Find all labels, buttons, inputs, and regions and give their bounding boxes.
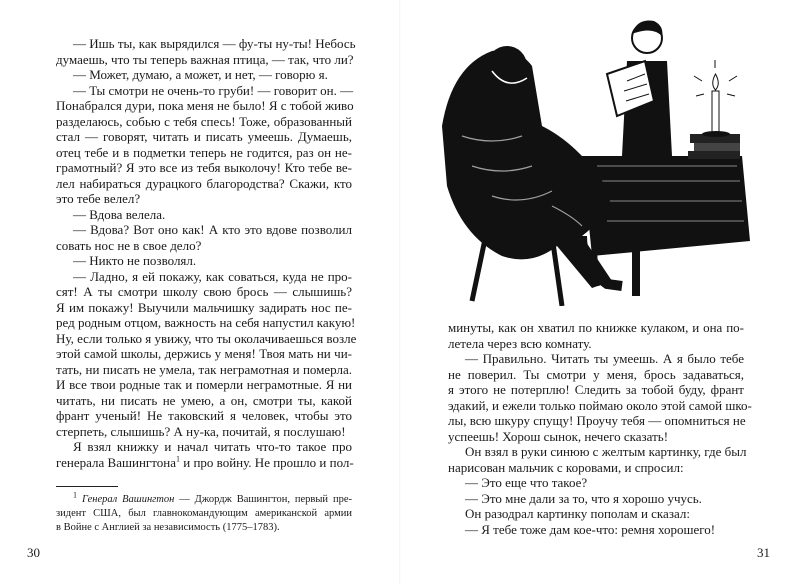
text-line: тать, ни писать не умела, так неграмотная и померла. xyxy=(56,361,352,377)
text-line: минуты, как он хватил по книжке кулаком, и она по- xyxy=(448,320,744,335)
text-line: лы, всю шкуру спущу! Проучу тебя — опомниться не xyxy=(448,413,746,428)
text-fragment: и про войну. Не прошло и пол- xyxy=(183,454,354,470)
books-stack xyxy=(688,134,740,159)
text-line: — Вдова велела. xyxy=(73,206,166,222)
text-line: нарисован мальчик с коровами, и спросил: xyxy=(448,459,684,475)
illustration-father-and-son xyxy=(432,6,752,306)
text-line: грамотный? Я это все из тебя выколочу! Кто тебе ве- xyxy=(56,160,352,175)
text-line: совать нос не в свое дело? xyxy=(56,237,202,253)
text-line: стал — говорят, читать и писать умеешь. Думаешь, xyxy=(56,129,352,144)
footnote-line xyxy=(56,490,352,507)
text-line: Понабрался дури, пока меня не было! Я с тобой живо xyxy=(56,98,354,113)
text-line: — Вдова? Вот оно как! А кто это вдове позволил xyxy=(73,222,352,237)
text-line: — Ладно, я ей покажу, как соваться, куда не про- xyxy=(73,268,352,284)
text-line: — Это еще что такое? xyxy=(465,475,588,490)
text-line: Он взял в руки синюю с желтым картинку, где был xyxy=(465,444,747,459)
text-line: — Ишь ты, как вырядился — фу-ты ну-ты! Небось xyxy=(73,36,356,51)
text-line: франт ученый! Не таковский я человек, чтобы это xyxy=(56,408,352,423)
footnote-line: в Войне с Англией за независимость (1775–1783). xyxy=(56,522,280,533)
boy-figure xyxy=(607,21,672,156)
text-line: я этого не потерплю! Следить за тобой буду, франт xyxy=(448,382,744,397)
text-line: — Это мне дали за то, что я хорошо учусь. xyxy=(465,490,702,506)
text-line: это тебе велел? xyxy=(56,191,141,206)
text-line: лел набираться дурацкого благородства? Скажи, кто xyxy=(56,175,352,191)
text-line: летела через всю комнату. xyxy=(448,335,592,351)
text-line: — Ты смотри не очень-то груби! — говорит он. — xyxy=(73,82,354,98)
text-line: стерпеть, слышишь? А ну-ка, почитай, я послушаю! xyxy=(56,423,346,439)
footnote-reference[interactable]: 1 xyxy=(175,454,180,464)
text-line: сят! А ты смотри школу свою брось — слышишь? xyxy=(56,284,352,299)
text-line: ред родным отцом, важность на себя напустил какую! xyxy=(56,315,356,330)
candle xyxy=(694,60,737,137)
footnote-marker: 1 xyxy=(73,490,77,500)
text-line: — Я тебе тоже дам кое-что: ремня хорошего! xyxy=(465,521,716,537)
text-line: не поверил. Ты смотри у меня, брось задаваться, xyxy=(448,366,744,382)
text-line: — Правильно. Читать ты умеешь. А я было тебе xyxy=(465,351,744,366)
text-line: — Может, думаю, а может, и нет, — говорю я. xyxy=(73,67,328,82)
text-line: — Никто не позволял. xyxy=(73,253,197,268)
text-line: успеешь! Хорош сынок, нечего сказать! xyxy=(448,428,669,444)
footnote-separator xyxy=(56,486,118,487)
text-line: Я взял книжку и начал читать что-то такое про xyxy=(73,439,352,454)
text-line: думаешь, что ты теперь важная птица, — так, что ли? xyxy=(56,51,354,67)
text-line: эдакий, и ежели только поймаю около этой самой шко- xyxy=(448,397,752,413)
text-line: И все твои родные так и померли неграмотные. Я ни xyxy=(56,377,352,392)
footnote-line: зидент США, был главнокомандующим американской армии xyxy=(56,508,352,519)
footnote-term: Генерал Вашингтон xyxy=(81,494,175,505)
left-page-text xyxy=(56,36,357,470)
footnote-text: — Джордж Вашингтон, первый пре- xyxy=(174,494,352,505)
text-line: разделаюсь, собью с тебя спесь! Тоже, образованный xyxy=(56,113,352,129)
text-line: Я им покажу! Выучили мальчишку задирать нос пе- xyxy=(56,299,352,315)
text-line: этой самой школы, держись у меня! Твоя мать ни чи- xyxy=(56,346,352,361)
right-page-text xyxy=(448,320,752,537)
text-fragment: генерала Вашингтона xyxy=(56,454,176,470)
text-line xyxy=(56,455,352,471)
page-gutter xyxy=(399,0,401,584)
text-line: Ну, если только я увижу, что ты околачиваешься возле xyxy=(56,330,357,346)
text-line: Он разодрал картинку пополам и сказал: xyxy=(465,506,690,521)
text-line: отец тебе и в подметки теперь не годится, раз он не- xyxy=(56,144,352,160)
footnote xyxy=(56,490,352,535)
page-number-left: 30 xyxy=(27,545,40,560)
page-number-right: 31 xyxy=(757,545,770,560)
text-line: читать, ни писать не умею, а он, смотри ты, какой xyxy=(56,392,352,408)
